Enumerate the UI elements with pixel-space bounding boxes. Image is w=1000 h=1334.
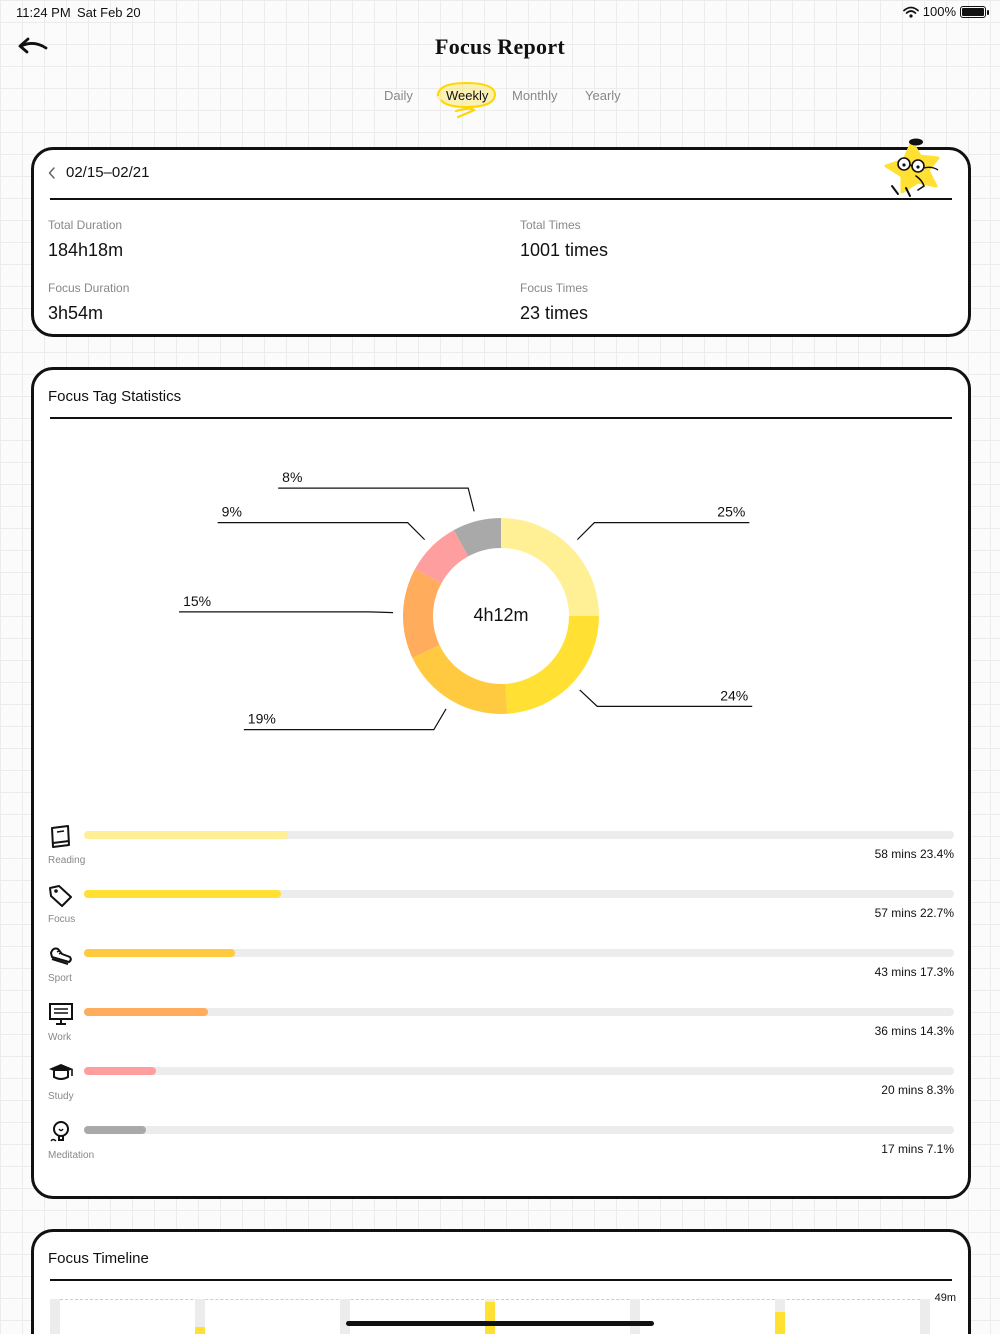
page-title: Focus Report — [434, 34, 566, 59]
tag-value: 36 mins 14.3% — [874, 1024, 954, 1038]
tag-row-work[interactable] — [48, 1002, 954, 1056]
stat-label: Focus Times — [520, 281, 589, 295]
status-time: 11:24 PM — [16, 5, 71, 20]
date-range-label: 02/15–02/21 — [66, 164, 150, 181]
progress-fill — [84, 1126, 146, 1134]
timeline-card — [31, 1229, 971, 1334]
timeline-day-column — [920, 1299, 930, 1334]
progress-track — [84, 1126, 954, 1134]
stat-total-times — [520, 218, 608, 261]
status-bar — [0, 0, 1000, 24]
progress-fill — [84, 890, 281, 898]
home-indicator — [346, 1321, 654, 1326]
period-tabs — [0, 80, 1000, 116]
tag-icon — [48, 884, 74, 908]
donut-percent-label: 19% — [247, 710, 276, 727]
tag-row-study[interactable] — [48, 1061, 954, 1115]
tag-row-meditation[interactable] — [48, 1120, 954, 1174]
graduation-cap-icon — [48, 1061, 74, 1085]
progress-fill — [84, 831, 288, 839]
progress-fill — [84, 1008, 208, 1016]
tag-row-focus[interactable] — [48, 884, 954, 938]
stat-focus-duration — [48, 281, 129, 324]
stat-value: 184h18m — [48, 240, 124, 260]
timeline-divider — [50, 1279, 952, 1281]
tab-monthly[interactable]: Monthly — [512, 88, 558, 103]
tag-name: Sport — [48, 973, 72, 984]
tag-name: Focus — [48, 914, 76, 925]
stat-focus-times — [520, 281, 588, 324]
book-icon — [48, 825, 74, 849]
tag-value: 20 mins 8.3% — [881, 1083, 954, 1097]
tag-value: 58 mins 23.4% — [874, 847, 954, 861]
donut-percent-label: 25% — [717, 503, 746, 520]
tag-stats-divider — [50, 417, 952, 419]
timeline-day-column — [775, 1299, 785, 1334]
card-title: Focus Timeline — [48, 1250, 149, 1267]
battery-icon — [960, 6, 986, 18]
progress-fill — [84, 949, 235, 957]
timeline-day-column — [485, 1299, 495, 1334]
tab-weekly[interactable]: Weekly — [446, 88, 489, 103]
stat-total-duration — [48, 218, 123, 261]
summary-card — [31, 147, 971, 337]
progress-track — [84, 890, 954, 898]
stat-label: Total Duration — [48, 218, 123, 232]
tab-daily[interactable]: Daily — [384, 88, 413, 103]
tag-value: 43 mins 17.3% — [874, 965, 954, 979]
donut-leader-line — [218, 523, 425, 540]
mascot-illustration — [872, 136, 956, 200]
status-right — [903, 4, 986, 19]
progress-track — [84, 1067, 954, 1075]
donut-percent-label: 8% — [282, 469, 303, 486]
tag-row-reading[interactable] — [48, 825, 954, 879]
tag-statistics-card — [31, 367, 971, 1199]
tab-yearly[interactable]: Yearly — [585, 88, 621, 103]
summary-divider — [50, 198, 952, 200]
tag-name: Meditation — [48, 1150, 95, 1161]
battery-percent: 100% — [922, 4, 956, 19]
wifi-icon — [903, 6, 919, 18]
monitor-icon — [48, 1002, 74, 1026]
timeline-max-label: 49m — [934, 1292, 956, 1304]
lightbulb-icon — [48, 1120, 74, 1144]
timeline-day-bar — [775, 1312, 785, 1334]
progress-fill — [84, 1067, 156, 1075]
donut-leader-line — [278, 488, 474, 511]
donut-percent-label: 24% — [720, 687, 749, 704]
tag-value: 17 mins 7.1% — [881, 1142, 954, 1156]
donut-percent-label: 15% — [183, 592, 212, 609]
progress-track — [84, 1008, 954, 1016]
timeline-day-column — [340, 1299, 350, 1334]
stat-value: 1001 times — [520, 240, 609, 260]
donut-center-label: 4h12m — [473, 605, 529, 625]
timeline-day-bar — [485, 1302, 495, 1334]
card-title: Focus Tag Statistics — [48, 388, 182, 405]
date-range-selector[interactable] — [48, 164, 149, 181]
donut-chart — [34, 430, 968, 770]
timeline-day-column — [195, 1299, 205, 1334]
tag-row-sport[interactable] — [48, 943, 954, 997]
tag-name: Work — [48, 1032, 72, 1043]
stat-value: 23 times — [520, 303, 589, 323]
donut-percent-label: 9% — [221, 503, 242, 520]
stat-label: Total Times — [520, 218, 581, 232]
status-date: Sat Feb 20 — [77, 5, 141, 20]
progress-track — [84, 831, 954, 839]
chevron-left-icon[interactable] — [48, 167, 56, 179]
timeline-day-bar — [195, 1327, 205, 1334]
stat-value: 3h54m — [48, 303, 104, 323]
stat-label: Focus Duration — [48, 281, 130, 295]
tag-value: 57 mins 22.7% — [874, 906, 954, 920]
donut-slice-sport — [412, 645, 507, 714]
sneaker-icon — [48, 943, 74, 967]
timeline-day-column — [630, 1299, 640, 1334]
donut-slice-focus — [505, 616, 599, 714]
timeline-day-column — [50, 1299, 60, 1334]
tag-name: Reading — [48, 855, 86, 866]
donut-leader-line — [577, 523, 749, 540]
tag-name: Study — [48, 1091, 74, 1102]
progress-track — [84, 949, 954, 957]
